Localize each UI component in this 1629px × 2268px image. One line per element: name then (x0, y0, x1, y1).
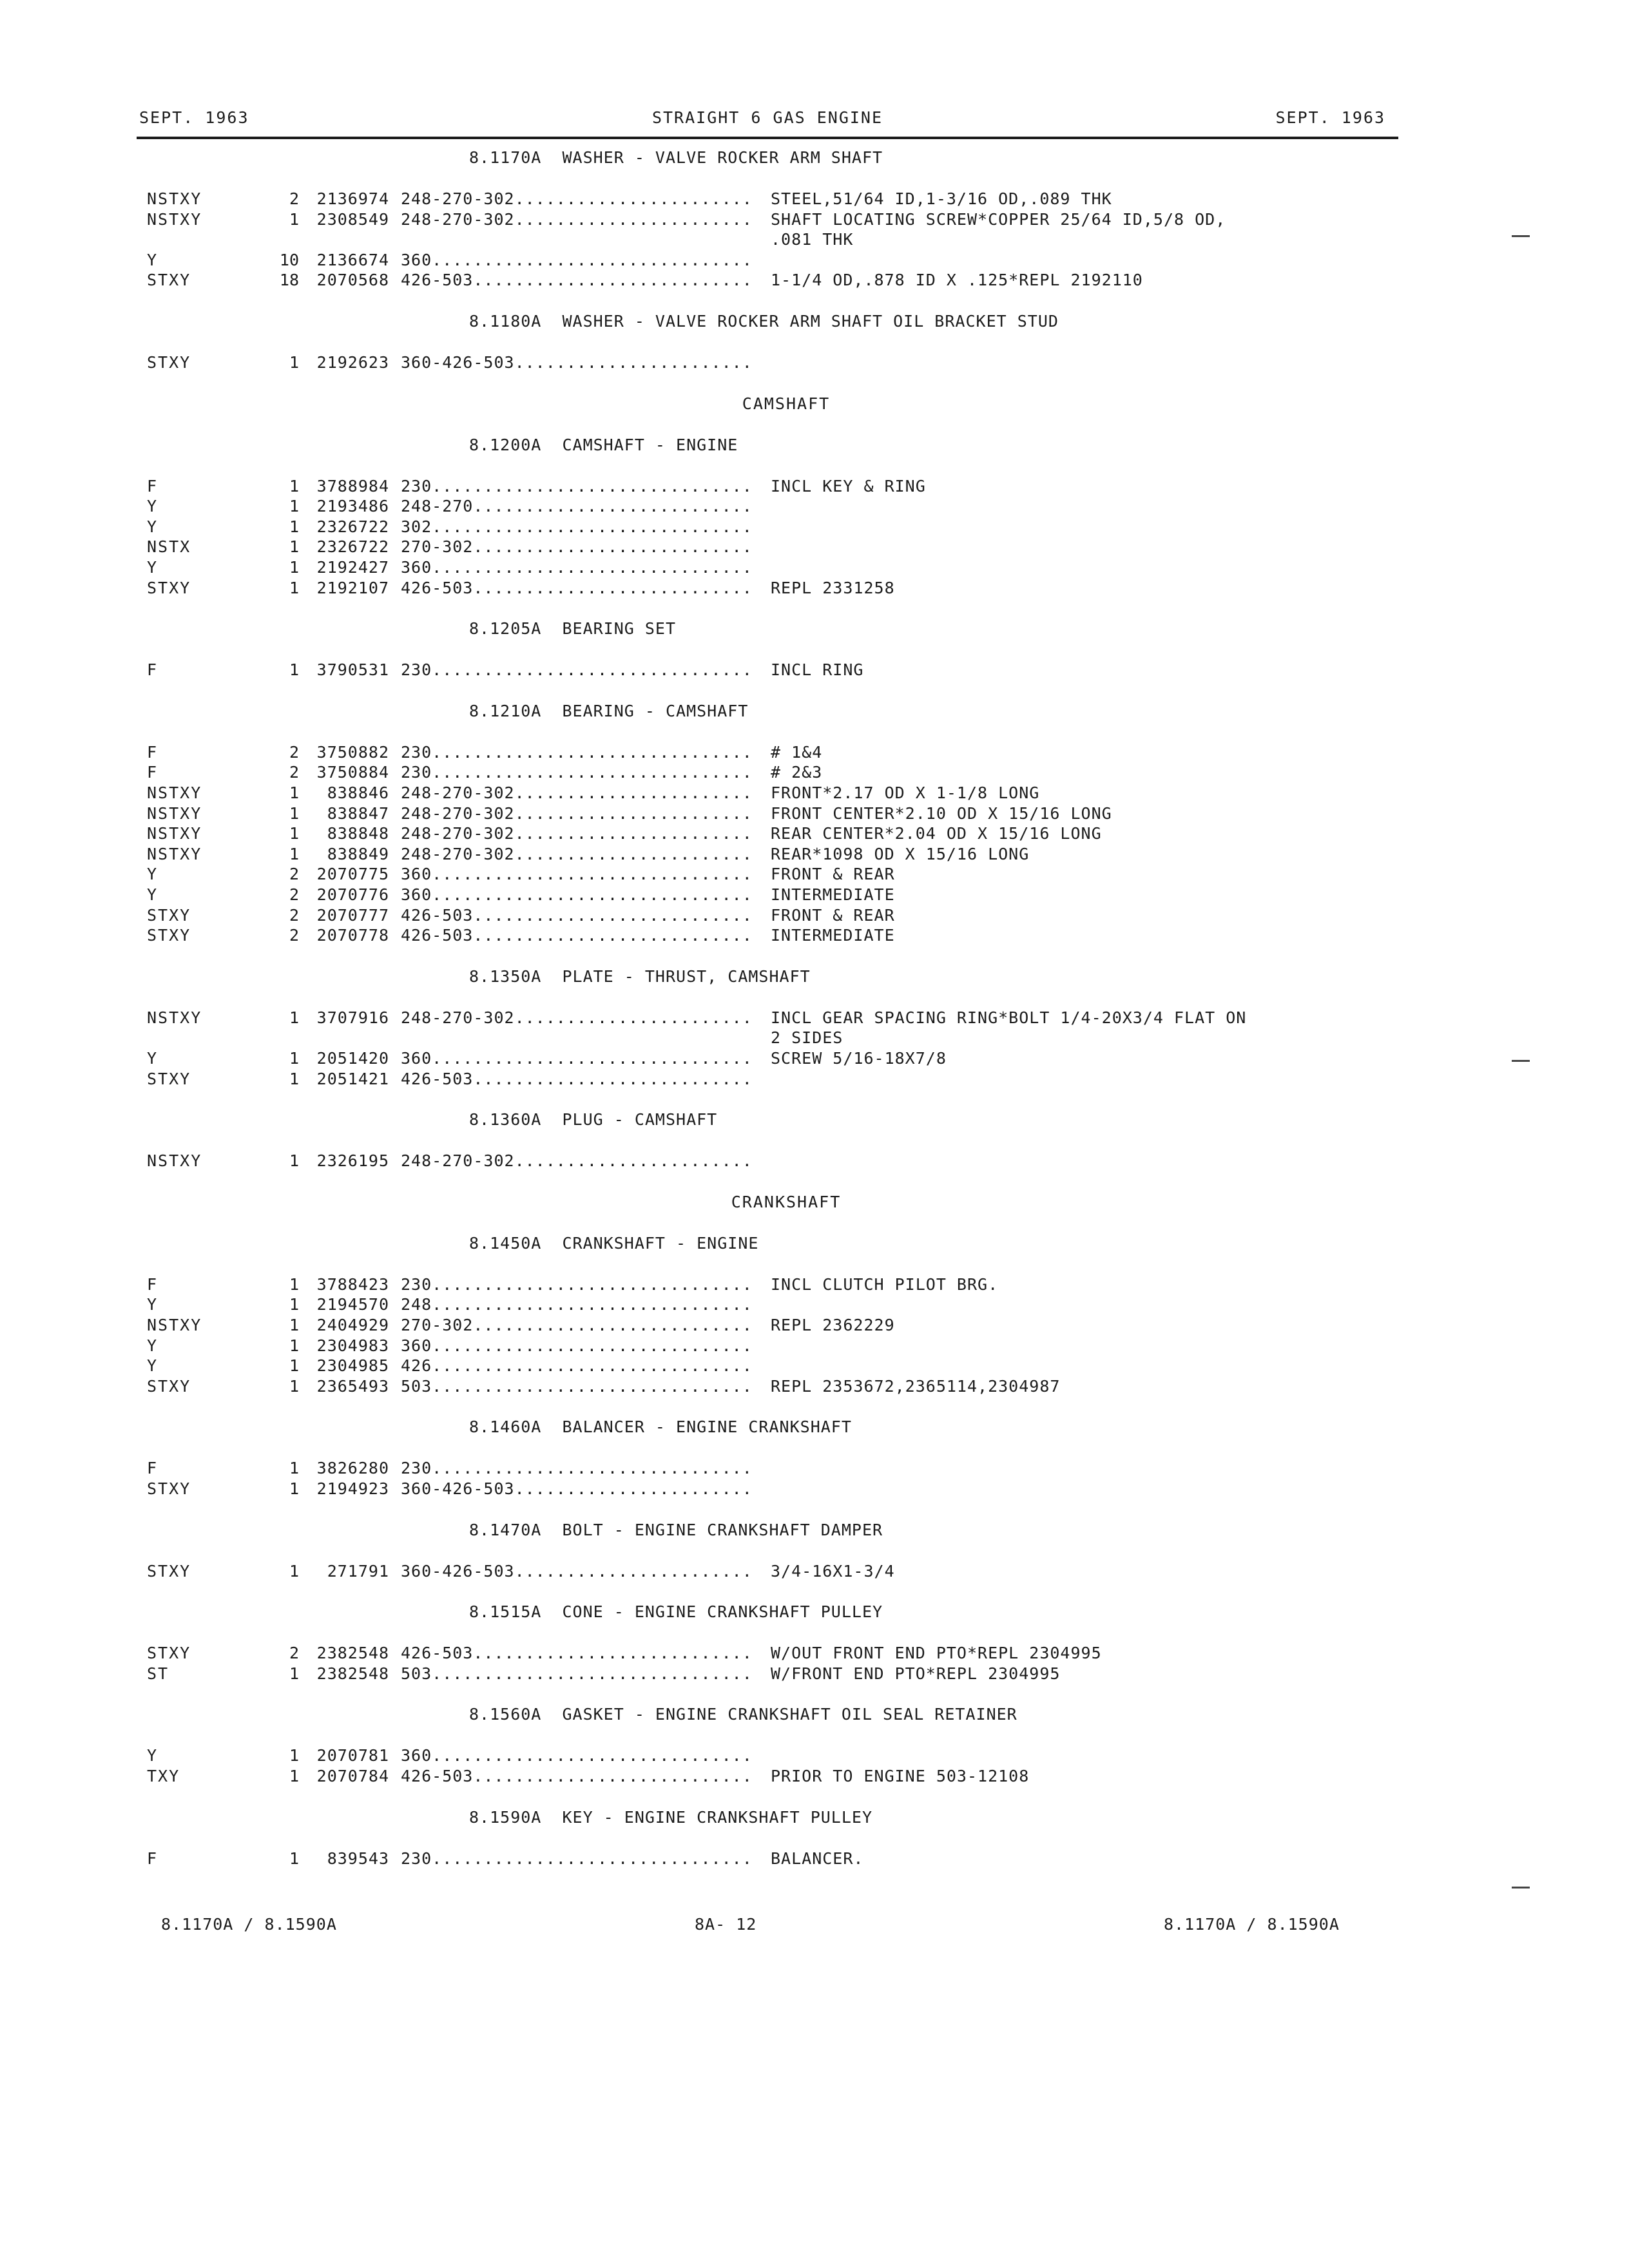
model-code: NSTXY (147, 189, 202, 208)
parts-row (0, 1459, 1572, 1479)
part-number: 2070775 (316, 865, 389, 884)
engine-models: 503............................... (401, 1664, 753, 1683)
model-code: TXY (147, 1767, 180, 1785)
parts-row (0, 189, 1572, 210)
model-code: Y (147, 1049, 159, 1068)
model-code: F (147, 763, 159, 782)
parts-row (0, 251, 1572, 271)
part-number: 2404929 (316, 1316, 389, 1334)
model-code: NSTXY (147, 824, 202, 843)
part-number: 3750884 (316, 763, 389, 782)
description-continuation: 2 SIDES (771, 1028, 843, 1048)
part-number: 3707916 (316, 1008, 389, 1027)
model-code: STXY (147, 353, 191, 372)
description: INCL KEY & RING (771, 476, 926, 495)
parts-row (0, 885, 1572, 906)
parts-row (0, 1049, 1572, 1070)
engine-models: 230............................... (401, 1459, 753, 1478)
part-number: 838849 (327, 844, 389, 863)
part-number: 838847 (327, 803, 389, 823)
part-number: 2070777 (316, 905, 389, 925)
engine-models: 426-503........................... (401, 1644, 753, 1663)
engine-models: 503............................... (401, 1376, 753, 1396)
quantity: 1 (289, 1274, 299, 1294)
parts-row (0, 537, 1572, 558)
engine-models: 230............................... (401, 660, 753, 680)
parts-row (0, 865, 1572, 885)
category-heading: CAMSHAFT (742, 394, 831, 413)
engine-models: 360-426-503....................... (401, 353, 753, 372)
section-title: 8.1170A WASHER - VALVE ROCKER ARM SHAFT (469, 148, 883, 167)
quantity: 2 (289, 189, 299, 208)
quantity: 1 (289, 1151, 299, 1171)
model-code: F (147, 660, 159, 680)
engine-models: 426-503........................... (401, 905, 753, 925)
model-code: STXY (147, 271, 191, 290)
model-code: Y (147, 517, 159, 536)
description: INTERMEDIATE (771, 885, 895, 904)
engine-models: 360-426-503....................... (401, 1479, 753, 1498)
section-title: 8.1560A GASKET - ENGINE CRANKSHAFT OIL SEAL RETAINER (469, 1705, 1017, 1724)
parts-row (0, 1008, 1572, 1029)
parts-row (0, 743, 1572, 764)
engine-models: 302............................... (401, 517, 753, 536)
quantity: 1 (289, 1767, 299, 1785)
part-number: 2382548 (316, 1644, 389, 1663)
parts-row (0, 1070, 1572, 1090)
parts-row (0, 353, 1572, 374)
model-code: NSTXY (147, 783, 202, 802)
parts-row (0, 1562, 1572, 1582)
model-code: STXY (147, 926, 191, 945)
engine-models: 248............................... (401, 1295, 753, 1314)
section-title: 8.1590A KEY - ENGINE CRANKSHAFT PULLEY (469, 1807, 872, 1827)
engine-models: 426-503........................... (401, 578, 753, 597)
quantity: 1 (289, 1295, 299, 1314)
model-code: NSTXY (147, 844, 202, 863)
quantity: 1 (289, 1746, 299, 1765)
parts-row (0, 1275, 1572, 1296)
quantity: 1 (289, 803, 299, 823)
engine-models: 248-270-302....................... (401, 1008, 753, 1027)
model-code: F (147, 742, 159, 762)
quantity: 2 (289, 742, 299, 762)
part-number: 2194570 (316, 1295, 389, 1314)
section-title: 8.1460A BALANCER - ENGINE CRANKSHAFT (469, 1418, 852, 1437)
model-code: Y (147, 497, 159, 516)
parts-row (0, 804, 1572, 825)
margin-mark (1512, 235, 1530, 237)
parts-row (0, 1336, 1572, 1357)
part-number: 2070568 (316, 271, 389, 290)
model-code: NSTXY (147, 1008, 202, 1027)
quantity: 1 (289, 844, 299, 863)
description: FRONT*2.17 OD X 1-1/8 LONG (771, 783, 1040, 802)
quantity: 1 (289, 1316, 299, 1334)
engine-models: 360............................... (401, 1336, 753, 1355)
description: SHAFT LOCATING SCREW*COPPER 25/64 ID,5/8 OD, (771, 209, 1226, 229)
part-number: 2070776 (316, 885, 389, 904)
quantity: 2 (289, 1644, 299, 1663)
parts-row (0, 926, 1572, 947)
part-number: 2070778 (316, 926, 389, 945)
model-code: Y (147, 865, 159, 884)
description: 1-1/4 OD,.878 ID X .125*REPL 2192110 (771, 271, 1143, 290)
model-code: STXY (147, 1479, 191, 1498)
section-title: 8.1515A CONE - ENGINE CRANKSHAFT PULLEY (469, 1602, 883, 1622)
part-number: 2382548 (316, 1664, 389, 1683)
part-number: 2192427 (316, 558, 389, 577)
parts-row (0, 1849, 1572, 1870)
part-number: 2304983 (316, 1336, 389, 1355)
parts-row (0, 783, 1572, 804)
part-number: 3750882 (316, 742, 389, 762)
parts-row (0, 579, 1572, 599)
quantity: 1 (289, 497, 299, 516)
part-number: 3790531 (316, 660, 389, 680)
header-date-right: SEPT. 1963 (1275, 108, 1385, 127)
page-header (139, 108, 1396, 131)
model-code: STXY (147, 1561, 191, 1581)
part-number: 838848 (327, 824, 389, 843)
quantity: 1 (289, 824, 299, 843)
description: INCL GEAR SPACING RING*BOLT 1/4-20X3/4 FLAT ON (771, 1008, 1247, 1027)
quantity: 1 (289, 783, 299, 802)
part-number: 2365493 (316, 1376, 389, 1396)
quantity: 1 (289, 209, 299, 229)
quantity: 1 (289, 1049, 299, 1068)
part-number: 3788423 (316, 1274, 389, 1294)
category-heading: CRANKSHAFT (731, 1192, 842, 1211)
description: SCREW 5/16-18X7/8 (771, 1049, 947, 1068)
parts-row (0, 1746, 1572, 1767)
quantity: 2 (289, 865, 299, 884)
engine-models: 360............................... (401, 885, 753, 904)
model-code: Y (147, 1746, 159, 1765)
part-number: 3788984 (316, 476, 389, 495)
part-number: 2308549 (316, 209, 389, 229)
model-code: Y (147, 558, 159, 577)
model-code: Y (147, 885, 159, 904)
page-footer (0, 1915, 1629, 1938)
description: FRONT & REAR (771, 865, 895, 884)
part-number: 839543 (327, 1849, 389, 1868)
quantity: 1 (289, 1336, 299, 1355)
description: REPL 2353672,2365114,2304987 (771, 1376, 1061, 1396)
model-code: STXY (147, 1376, 191, 1396)
model-code: NSTXY (147, 1316, 202, 1334)
quantity: 1 (289, 1561, 299, 1581)
quantity: 1 (289, 558, 299, 577)
description: INCL RING (771, 660, 864, 680)
margin-mark (1512, 1887, 1530, 1888)
description-continuation: .081 THK (771, 230, 854, 249)
quantity: 1 (289, 1376, 299, 1396)
parts-row (0, 1316, 1572, 1336)
engine-models: 248-270-302....................... (401, 189, 753, 208)
quantity: 18 (279, 271, 299, 290)
parts-row (0, 763, 1572, 783)
part-number: 2194923 (316, 1479, 389, 1498)
model-code: STXY (147, 1644, 191, 1663)
engine-models: 230............................... (401, 476, 753, 495)
quantity: 1 (289, 476, 299, 495)
header-rule (137, 137, 1398, 139)
part-number: 2070781 (316, 1746, 389, 1765)
parts-row (0, 271, 1572, 291)
parts-row (0, 1151, 1572, 1172)
description: INTERMEDIATE (771, 926, 895, 945)
model-code: Y (147, 1336, 159, 1355)
description: STEEL,51/64 ID,1-3/16 OD,.089 THK (771, 189, 1112, 208)
parts-row (0, 477, 1572, 497)
engine-models: 230............................... (401, 1274, 753, 1294)
model-code: NSTX (147, 537, 191, 557)
engine-models: 426-503........................... (401, 926, 753, 945)
part-number: 2192623 (316, 353, 389, 372)
description: FRONT & REAR (771, 905, 895, 925)
engine-models: 360............................... (401, 865, 753, 884)
section-title: 8.1205A BEARING SET (469, 619, 677, 639)
model-code: Y (147, 1356, 159, 1376)
part-number: 2051420 (316, 1049, 389, 1068)
description: W/OUT FRONT END PTO*REPL 2304995 (771, 1644, 1102, 1663)
engine-models: 248-270-302....................... (401, 844, 753, 863)
parts-row (0, 1664, 1572, 1685)
quantity: 2 (289, 885, 299, 904)
description: REPL 2331258 (771, 578, 895, 597)
parts-row (0, 517, 1572, 538)
section-title: 8.1200A CAMSHAFT - ENGINE (469, 435, 738, 454)
engine-models: 360-426-503....................... (401, 1561, 753, 1581)
parts-row (0, 1356, 1572, 1377)
engine-models: 426-503........................... (401, 1767, 753, 1785)
quantity: 1 (289, 1849, 299, 1868)
engine-models: 248-270-302....................... (401, 783, 753, 802)
quantity: 1 (289, 353, 299, 372)
model-code: Y (147, 1295, 159, 1314)
quantity: 1 (289, 1459, 299, 1478)
description: # 2&3 (771, 763, 823, 782)
parts-row (0, 1295, 1572, 1316)
parts-row (0, 906, 1572, 927)
quantity: 1 (289, 517, 299, 536)
model-code: Y (147, 250, 159, 269)
quantity: 1 (289, 1664, 299, 1683)
description-continued (0, 1028, 1572, 1049)
parts-row (0, 497, 1572, 517)
engine-models: 230............................... (401, 742, 753, 762)
engine-models: 248-270-302....................... (401, 803, 753, 823)
quantity: 2 (289, 763, 299, 782)
quantity: 1 (289, 1356, 299, 1376)
part-number: 271791 (327, 1561, 389, 1581)
engine-models: 360............................... (401, 250, 753, 269)
engine-models: 426............................... (401, 1356, 753, 1376)
description: REPL 2362229 (771, 1316, 895, 1334)
model-code: NSTXY (147, 1151, 202, 1171)
model-code: ST (147, 1664, 169, 1683)
part-number: 2326722 (316, 537, 389, 557)
section-title: 8.1180A WASHER - VALVE ROCKER ARM SHAFT OIL BRACKET STUD (469, 312, 1059, 331)
description: INCL CLUTCH PILOT BRG. (771, 1274, 999, 1294)
description: BALANCER. (771, 1849, 864, 1868)
model-code: NSTXY (147, 209, 202, 229)
parts-row (0, 558, 1572, 579)
parts-row (0, 824, 1572, 845)
part-number: 2136974 (316, 189, 389, 208)
description: FRONT CENTER*2.10 OD X 15/16 LONG (771, 803, 1112, 823)
model-code: STXY (147, 578, 191, 597)
quantity: 1 (289, 1479, 299, 1498)
part-number: 3826280 (316, 1459, 389, 1478)
quantity: 1 (289, 1008, 299, 1027)
footer-range-left: 8.1170A / 8.1590A (161, 1915, 337, 1934)
engine-models: 230............................... (401, 1849, 753, 1868)
margin-mark (1512, 1060, 1530, 1062)
engine-models: 360............................... (401, 1746, 753, 1765)
description: REAR CENTER*2.04 OD X 15/16 LONG (771, 824, 1102, 843)
footer-range-right: 8.1170A / 8.1590A (1164, 1915, 1340, 1934)
part-number: 2136674 (316, 250, 389, 269)
part-number: 2304985 (316, 1356, 389, 1376)
model-code: F (147, 1274, 159, 1294)
model-code: F (147, 476, 159, 495)
engine-models: 270-302........................... (401, 537, 753, 557)
part-number: 2070784 (316, 1767, 389, 1785)
model-code: F (147, 1849, 159, 1868)
engine-models: 248-270-302....................... (401, 1151, 753, 1171)
parts-row (0, 1644, 1572, 1664)
model-code: NSTXY (147, 803, 202, 823)
description: REAR*1098 OD X 15/16 LONG (771, 844, 1030, 863)
model-code: F (147, 1459, 159, 1478)
section-title: 8.1470A BOLT - ENGINE CRANKSHAFT DAMPER (469, 1520, 883, 1539)
quantity: 1 (289, 660, 299, 680)
section-title: 8.1450A CRANKSHAFT - ENGINE (469, 1233, 759, 1253)
section-title: 8.1360A PLUG - CAMSHAFT (469, 1110, 718, 1129)
engine-models: 360............................... (401, 1049, 753, 1068)
parts-row (0, 1377, 1572, 1398)
section-title: 8.1210A BEARING - CAMSHAFT (469, 701, 749, 720)
part-number: 2192107 (316, 578, 389, 597)
description-continued (0, 230, 1572, 251)
description: 3/4-16X1-3/4 (771, 1561, 895, 1581)
quantity: 1 (289, 578, 299, 597)
parts-row (0, 845, 1572, 865)
header-title: STRAIGHT 6 GAS ENGINE (651, 108, 883, 127)
description: PRIOR TO ENGINE 503-12108 (771, 1767, 1030, 1785)
quantity: 2 (289, 926, 299, 945)
model-code: STXY (147, 905, 191, 925)
quantity: 2 (289, 905, 299, 925)
section-title: 8.1350A PLATE - THRUST, CAMSHAFT (469, 966, 811, 986)
engine-models: 426-503........................... (401, 1069, 753, 1088)
part-number: 2326722 (316, 517, 389, 536)
engine-models: 230............................... (401, 763, 753, 782)
quantity: 1 (289, 1069, 299, 1088)
engine-models: 360............................... (401, 558, 753, 577)
part-number: 2193486 (316, 497, 389, 516)
part-number: 838846 (327, 783, 389, 802)
part-number: 2051421 (316, 1069, 389, 1088)
description: # 1&4 (771, 742, 823, 762)
parts-row (0, 1479, 1572, 1500)
quantity: 10 (279, 250, 299, 269)
footer-page-number: 8A- 12 (695, 1915, 757, 1934)
parts-row (0, 210, 1572, 231)
part-number: 2326195 (316, 1151, 389, 1171)
engine-models: 248-270-302....................... (401, 209, 753, 229)
parts-row (0, 1767, 1572, 1787)
parts-row (0, 660, 1572, 681)
engine-models: 248-270........................... (401, 497, 753, 516)
description: W/FRONT END PTO*REPL 2304995 (771, 1664, 1061, 1683)
engine-models: 248-270-302....................... (401, 824, 753, 843)
model-code: STXY (147, 1069, 191, 1088)
engine-models: 270-302........................... (401, 1316, 753, 1334)
quantity: 1 (289, 537, 299, 557)
header-date-left: SEPT. 1963 (139, 108, 249, 127)
engine-models: 426-503........................... (401, 271, 753, 290)
